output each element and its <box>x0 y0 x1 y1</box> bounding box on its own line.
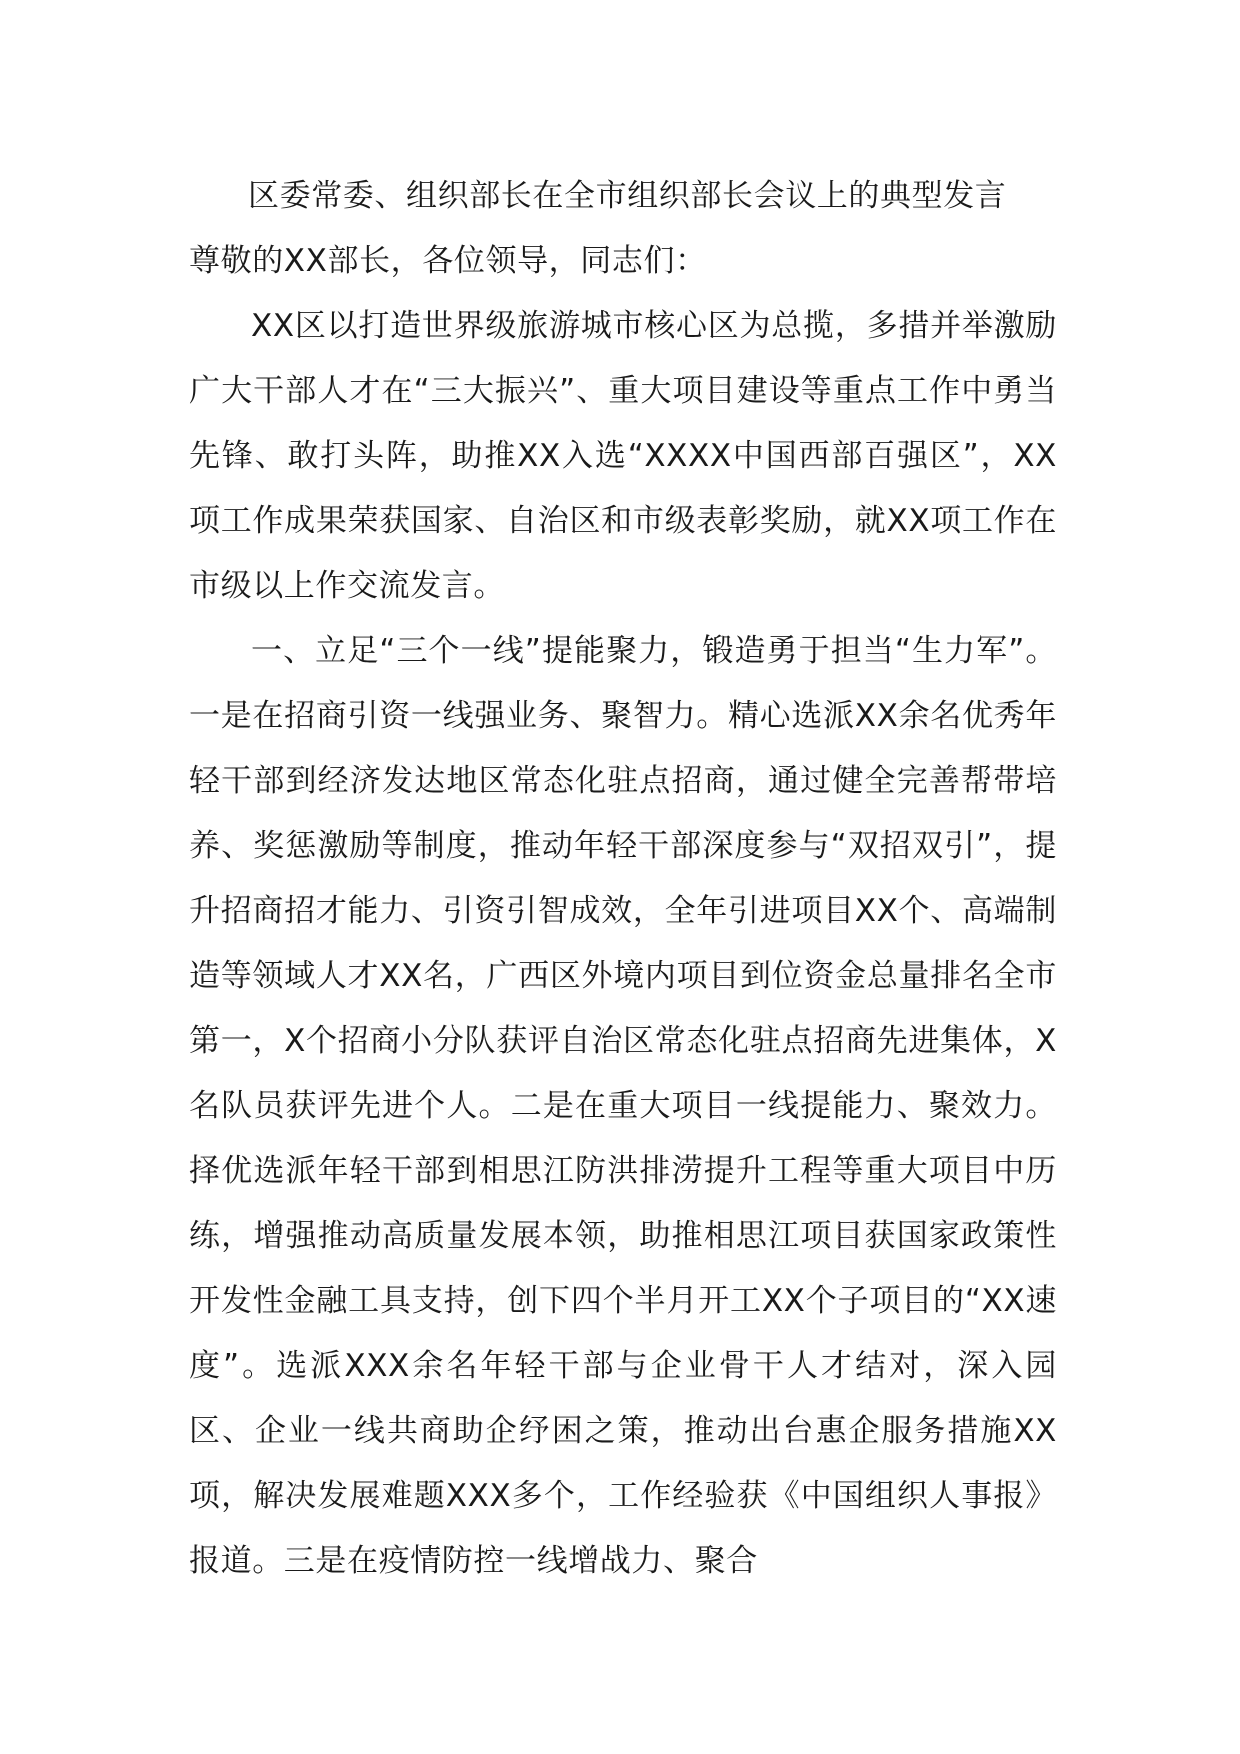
salutation: 尊敬的XX部长，各位领导，同志们： <box>189 243 707 279</box>
paragraph-intro: XX区以打造世界级旅游城市核心区为总揽，多措并举激励广大干部人才在“三大振兴”、重大项目建设等重点工作中勇当先锋、敢打头阵，助推XX入选“XXXX中国西部百强区”，XX项工作成果荣获国家、自治区和市级表彰奖励，就XX项工作在市级以上作交流发言。 <box>189 308 1057 604</box>
paragraph-section-one: 一、立足“三个一线”提能聚力，锻造勇于担当“生力军”。一是在招商引资一线强业务、聚智力。精心选派XX余名优秀年轻干部到经济发达地区常态化驻点招商，通过健全完善帮带培养、奖惩激励等制度，推动年轻干部深度参与“双招双引”，提升招商招才能力、引资引智成效，全年引进项目XX个、高端制造等领域人才XX名，广西区外境内项目到位资金总量排名全市第一，X个招商小分队获评自治区常态化驻点招商先进集体，X名队员获评先进个人。二是在重大项目一线提能力、聚效力。择优选派年轻干部到相思江防洪排涝提升工程等重大项目中历练，增强推动高质量发展本领，助推相思江项目获国家政策性开发性金融工具支持，创下四个半月开工XX个子项目的“XX速度”。选派XXX余名年轻干部与企业骨干人才结对，深入园区、企业一线共商助企纾困之策，推动出台惠企服务措施XX项，解决发展难题XXX多个，工作经验获《中国组织人事报》报道。三是在疫情防控一线增战力、聚合 <box>189 633 1057 1579</box>
document-title: 区委常委、组织部长在全市组织部长会议上的典型发言 <box>248 178 1007 214</box>
